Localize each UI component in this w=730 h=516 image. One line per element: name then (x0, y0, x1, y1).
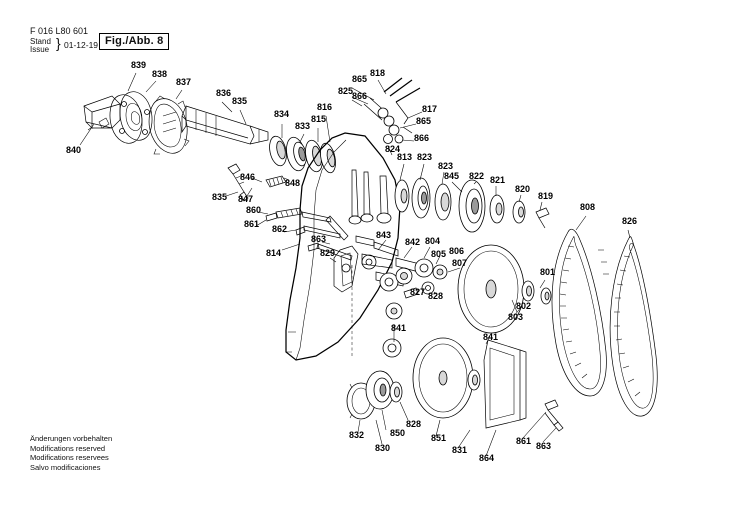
leader-865b (400, 124, 416, 128)
callout-863-lower: 863 (536, 441, 552, 451)
callout-860: 860 (246, 205, 262, 215)
part-number: F 016 L80 601 (30, 26, 89, 36)
leader-842 (404, 247, 412, 258)
callout-827: 827 (410, 287, 426, 297)
leader-828b (400, 402, 408, 420)
callout-862: 862 (272, 224, 288, 234)
part-802-803-pulley (458, 245, 551, 333)
leader-819 (540, 202, 542, 210)
callout-842: 842 (405, 237, 421, 247)
callout-819: 819 (538, 191, 554, 201)
callout-826: 826 (622, 216, 638, 226)
leader-830 (376, 420, 382, 444)
callout-861-lower: 861 (516, 436, 532, 446)
callout-866-upper: 866 (352, 91, 368, 101)
leader-808 (576, 216, 586, 230)
part-840-pin (84, 96, 120, 130)
callout-822: 822 (469, 171, 485, 181)
callout-817: 817 (422, 104, 438, 114)
issue-date: 01-12-19 (64, 40, 99, 50)
callout-805: 805 (431, 249, 447, 259)
leader-833 (300, 134, 304, 142)
callout-836: 836 (216, 88, 232, 98)
callout-863: 863 (311, 234, 327, 244)
callout-840: 840 (66, 145, 82, 155)
leader-818 (378, 80, 386, 94)
callout-830: 830 (375, 443, 391, 453)
leader-840 (80, 124, 94, 145)
stand-label: Stand (30, 37, 51, 46)
part-848-spring (266, 176, 286, 187)
part-839-838-837-gearbox (110, 92, 189, 154)
callout-821: 821 (490, 175, 506, 185)
part-834-833-bearing (267, 135, 338, 174)
part-832-830-pulley (347, 371, 402, 419)
footer-es: Salvo modificaciones (30, 462, 101, 472)
callout-803: 803 (508, 312, 524, 322)
leader-839 (128, 73, 136, 91)
callout-816: 816 (317, 102, 333, 112)
callout-807: 807 (452, 258, 468, 268)
callout-835: 835 (232, 96, 248, 106)
leader-829 (330, 258, 336, 262)
part-826-belt (610, 237, 657, 417)
callout-851: 851 (431, 433, 447, 443)
figure-label: Fig./Abb. 8 (99, 33, 169, 50)
callout-837: 837 (176, 77, 192, 87)
callout-806: 806 (449, 246, 465, 256)
callout-831: 831 (452, 445, 468, 455)
callout-839: 839 (131, 60, 147, 70)
callout-845: 845 (444, 171, 460, 181)
callout-865-upper: 865 (352, 74, 368, 84)
callout-814: 814 (266, 248, 282, 258)
callout-808: 808 (580, 202, 596, 212)
callout-820: 820 (515, 184, 531, 194)
callout-824: 824 (385, 144, 401, 154)
part-851-831-864 (413, 338, 563, 431)
callout-801: 801 (540, 267, 556, 277)
leader-826 (628, 230, 630, 238)
callout-804: 804 (425, 236, 441, 246)
part-808-belt (552, 229, 609, 396)
callout-835-lower: 835 (212, 192, 228, 202)
callout-815: 815 (311, 114, 327, 124)
callout-832: 832 (349, 430, 365, 440)
leader-807 (448, 268, 460, 272)
footer-en: Modifications reserved (30, 443, 106, 453)
leader-816 (326, 116, 330, 142)
leader-813 (400, 164, 404, 180)
callout-864: 864 (479, 453, 495, 463)
header-brace: } (56, 35, 61, 51)
leader-861b (523, 412, 546, 438)
callout-848: 848 (285, 178, 301, 188)
callout-841-right: 841 (483, 332, 499, 342)
footer-de: Änderungen vorbehalten (30, 434, 113, 443)
leader-804 (424, 247, 430, 258)
footer-fr: Modifications reservees (30, 453, 109, 462)
callout-823-right: 823 (438, 161, 454, 171)
leader-845 (452, 182, 462, 192)
leader-801 (540, 280, 545, 288)
callout-813: 813 (397, 152, 413, 162)
part-836-835-shaft (182, 106, 268, 144)
leader-850 (382, 410, 386, 430)
leader-823 (420, 164, 424, 180)
callout-850: 850 (390, 428, 406, 438)
leader-863b (543, 428, 556, 442)
callout-834: 834 (274, 109, 290, 119)
callout-841: 841 (391, 323, 407, 333)
callout-861: 861 (244, 219, 260, 229)
issue-label: Issue (30, 45, 50, 54)
callout-818: 818 (370, 68, 386, 78)
leader-835 (240, 110, 246, 124)
callout-829: 829 (320, 248, 336, 258)
callout-846: 846 (240, 172, 256, 182)
callout-833: 833 (295, 121, 311, 131)
callout-828: 828 (428, 291, 444, 301)
leader-838 (146, 81, 156, 92)
callout-866-right: 866 (414, 133, 430, 143)
callout-847: 847 (238, 194, 254, 204)
leader-837 (176, 90, 182, 99)
part-818-rods (364, 78, 420, 144)
callout-823: 823 (417, 152, 433, 162)
callout-802: 802 (516, 301, 532, 311)
leader-866b (402, 140, 414, 141)
leader-835c (226, 192, 238, 196)
leader-814 (282, 244, 300, 250)
leader-836 (222, 102, 232, 112)
callout-838: 838 (152, 69, 168, 79)
callout-825: 825 (338, 86, 354, 96)
callout-828-lower: 828 (406, 419, 422, 429)
leader-843 (378, 240, 386, 250)
callout-843: 843 (376, 230, 392, 240)
callout-865-right: 865 (416, 116, 432, 126)
